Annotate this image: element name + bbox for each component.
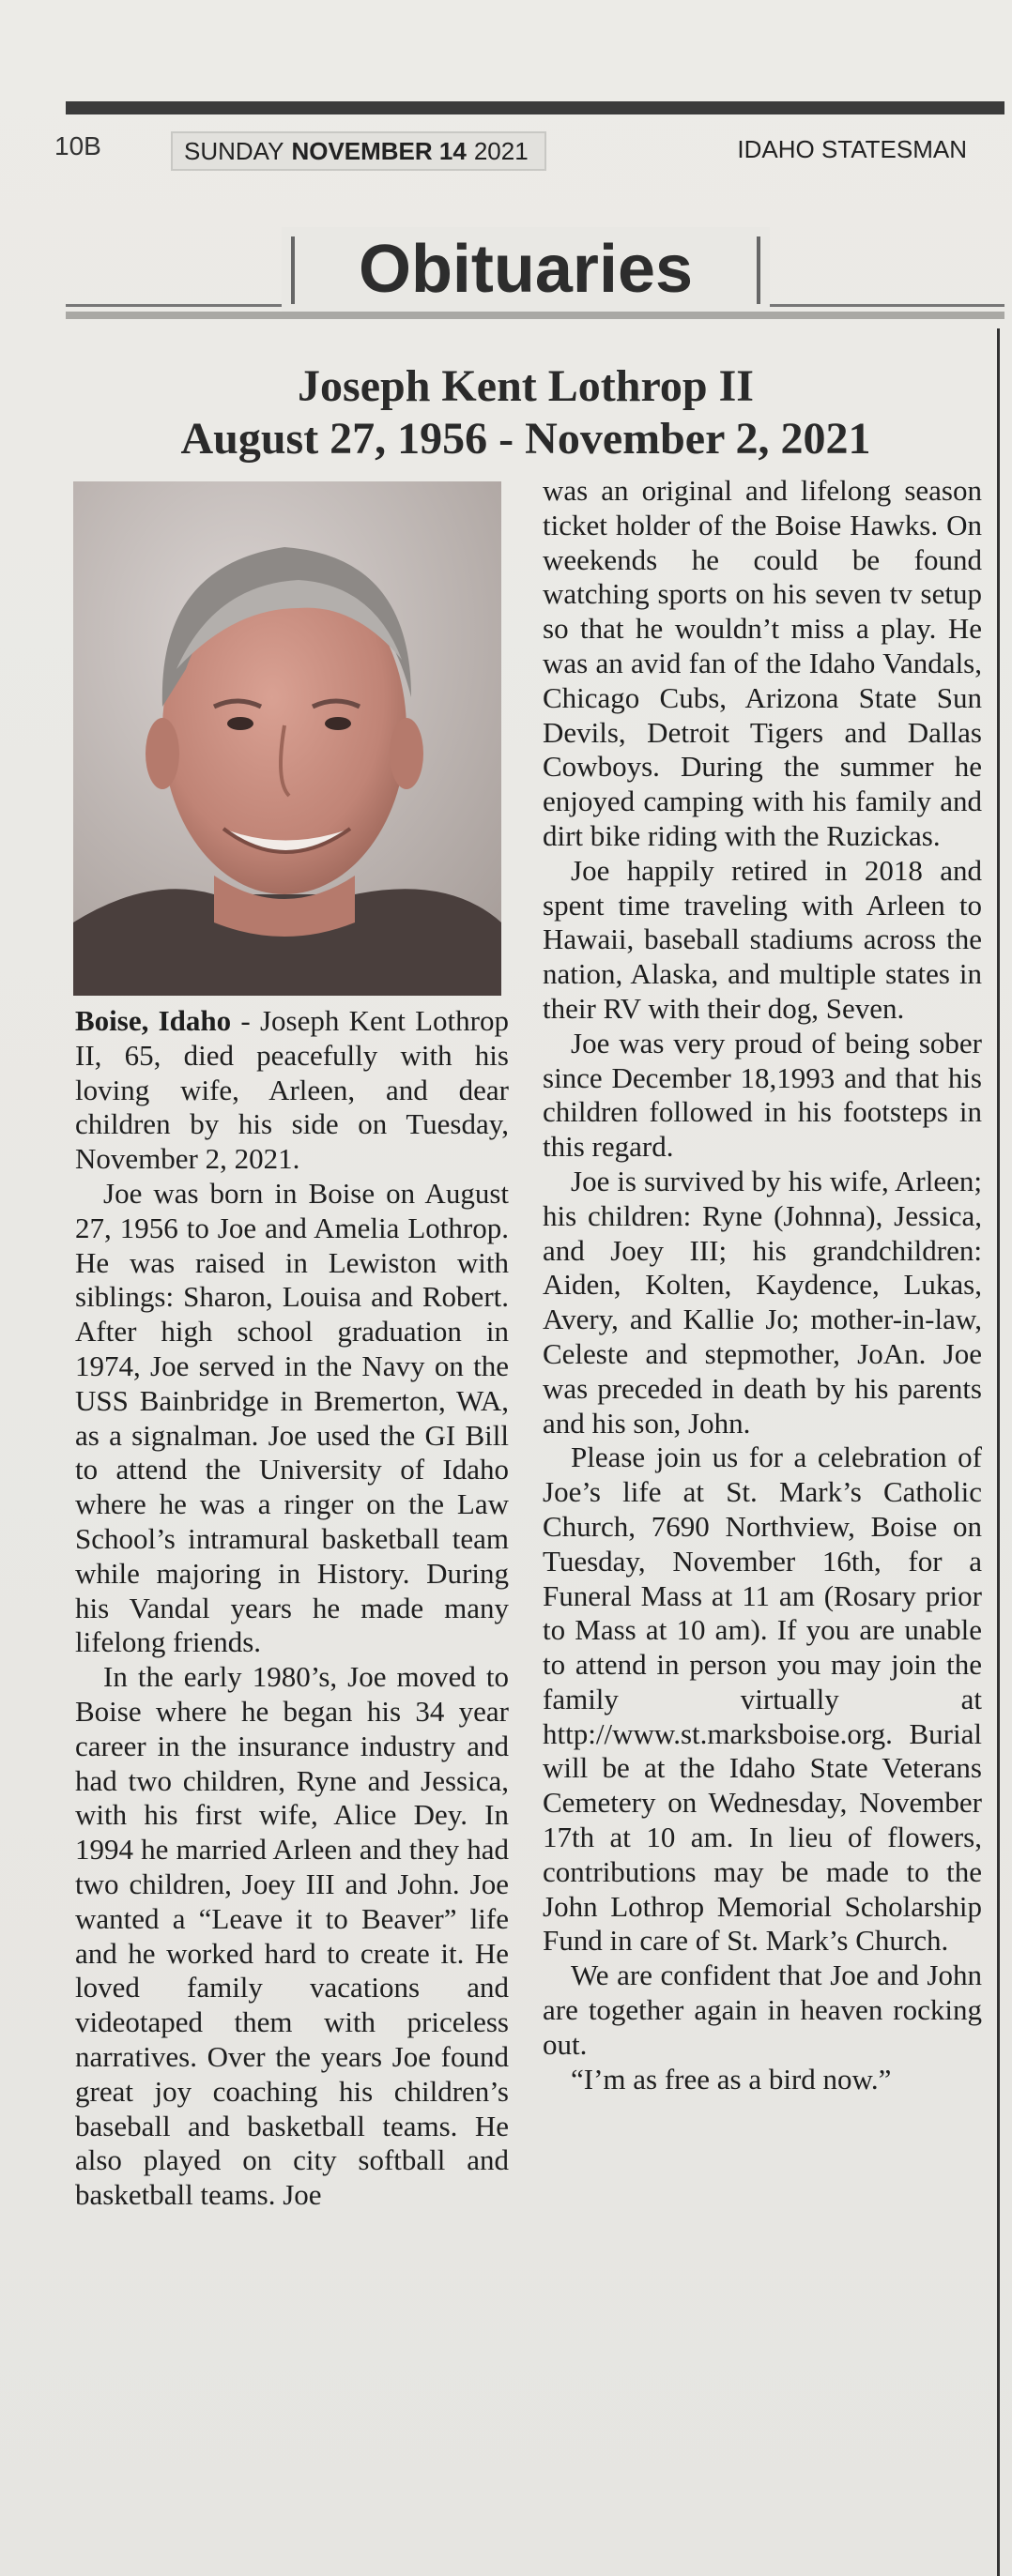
lead-text: - Joseph Kent Lothrop II, 65, died peacefully with his loving wife, Arleen, and dear children by his side on Tuesday, November 2, 2021. [75,1004,509,1176]
page-number: 10B [54,131,101,160]
deceased-name: Joseph Kent Lothrop II [298,361,754,411]
top-rule [66,101,1004,114]
section-rule-thick [66,312,1004,319]
section-band [66,218,1004,321]
paragraph: Please join us for a celebration of Joe’s life at St. Mark’s Catholic Church, 7690 Northview, Boise on Tuesday, November 16th, for a Funeral Mass at 11 am (Rosary prior to Mass at 10 am). If you are unable to attend in person you may join the family virtually at http://www.st.marksboise.org. Burial will be at the Idaho State Veterans Cemetery on Wednesday, November 17th at 10 am. In lieu of flowers, contributions may be made to the John Lothrop Memorial Scholarship Fund in care of St. Mark’s Church. [543,1440,982,1958]
paragraph: Joe was very proud of being sober since December 18,1993 and that his children followed in his footsteps in this regard. [543,1026,982,1164]
header-day: SUNDAY [184,136,284,165]
right-column [543,474,982,2096]
paragraph: Joe happily retired in 2018 and spent time traveling with Arleen to Hawaii, baseball stadiums across the nation, Alaska, and multiple states in their RV with their dog, Seven. [543,853,982,1025]
portrait-illustration [73,481,501,996]
header-year: 2021 [473,136,529,165]
paragraph: We are confident that Joe and John are together again in heaven rocking out. [543,1959,982,2061]
paper-name: IDAHO STATESMAN [737,135,967,163]
lead-place: Boise, Idaho [75,1004,232,1037]
section-title: Obituaries [282,227,770,312]
paragraph: Joe was born in Boise on August 27, 1956 to Joe and Amelia Lothrop. He was raised in Lewiston with siblings: Sharon, Louisa and Robert. After high school graduation in 1974, Joe served in the Navy on the USS Bainbridge in Bremerton, WA, as a signalman. Joe used the GI Bill to attend the University of Idaho where he was a ringer on the Law School’s intramural basketball team while majoring in History. During his Vandal years he made many lifelong friends. [75,1176,509,1659]
left-column [75,1004,509,2213]
obituary-headline [56,360,995,465]
column-rule [997,328,1000,2576]
date-box [171,131,546,171]
header-date: NOVEMBER 14 [291,136,467,165]
paragraph: was an original and lifelong season ticket holder of the Boise Hawks. On weekends he could be found watching sports on his seven tv setup so that he wouldn’t miss a play. He was an avid fan of the Idaho Vandals, Chicago Cubs, Arizona State Sun Devils, Detroit Tigers and Dallas Cowboys. During the summer he enjoyed camping with his family and dirt bike riding with the Ruzickas. [543,474,982,852]
paragraph-lead [75,1004,509,1177]
paragraph: Joe is survived by his wife, Arleen; his children: Ryne (Johnna), Jessica, and Joey III; his grandchildren: Aiden, Kolten, Kaydence, Lukas, Avery, and Kallie Jo; mother-in-law, Celeste and stepmother, JoAn. Joe was preceded in death by his parents and his son, John. [543,1164,982,1440]
closing-quote: “I’m as free as a bird now.” [571,2062,892,2096]
paragraph: In the early 1980’s, Joe moved to Boise where he began his 34 year career in the insurance industry and had two children, Ryne and Jessica, with his first wife, Alice Dey. In 1994 he married Arleen and they had two children, Joey III and John. Joe wanted a “Leave it to Beaver” life and he worked hard to create it. He loved family vacations and videotaped them with priceless narratives. Over the years Joe found great joy coaching his children’s baseball and basketball teams. He also played on city softball and basketball teams. Joe [75,1660,509,2212]
life-dates: August 27, 1956 - November 2, 2021 [180,414,871,464]
portrait-photo [73,481,501,996]
page-header [54,131,1004,178]
